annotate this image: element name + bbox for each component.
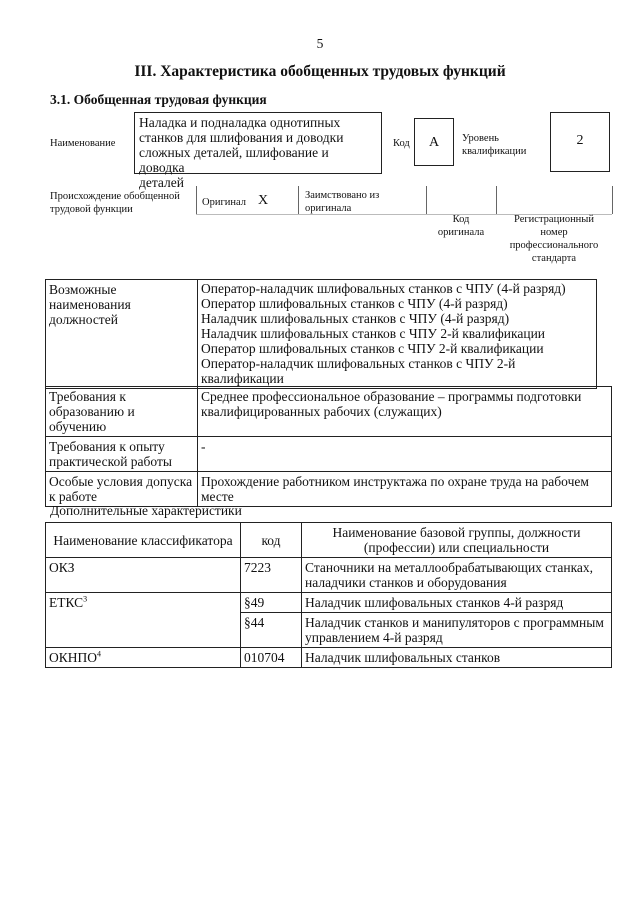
position-item: Оператор-наладчик шлифовальных станков с ЧПУ 2-й квалификации: [201, 356, 516, 386]
classifier-code: 010704: [244, 650, 285, 665]
position-item: Наладчик шлифовальных станков с ЧПУ (4-й разряд): [201, 311, 510, 326]
origin-divider: [196, 186, 197, 214]
classifier-desc: Наладчик станков и манипуляторов с программным управлением 4-й разряд: [305, 615, 604, 645]
borrowed-label: Заимствовано из оригинала: [305, 190, 380, 214]
classifier-table: [45, 522, 612, 668]
column-header: код: [261, 532, 281, 548]
subsection-title: 3.1. Обобщенная трудовая функция: [50, 92, 267, 107]
requirement-label: Требования к опыту практической работы: [49, 439, 172, 469]
code-value: А: [428, 135, 440, 150]
code-box: [414, 118, 454, 166]
requirement-label: Особые условия допуска к работе: [49, 474, 193, 504]
requirement-value: Прохождение работником инструктажа по охране труда на рабочем месте: [201, 474, 589, 504]
column-header: Наименование базовой группы, должности (профессии) или специальности: [332, 525, 581, 555]
classifier-name: ОКЗ: [49, 560, 75, 575]
classifier-desc: Наладчик шлифовальных станков 4-й разряд: [305, 595, 564, 610]
positions-label-cell: [46, 280, 198, 389]
level-box: [550, 112, 610, 172]
origin-divider: [298, 186, 299, 214]
table-row: [46, 472, 612, 507]
table-row: [46, 648, 612, 668]
classifier-desc: Наладчик шлифовальных станков: [305, 650, 501, 665]
requirement-value: -: [201, 439, 206, 454]
requirements-table: [45, 386, 612, 507]
name-label: Наименование: [50, 138, 116, 149]
position-item: Оператор шлифовальных станков с ЧПУ (4-й разряд): [201, 296, 508, 311]
origin-label: Происхождение обобщенной трудовой функции: [50, 191, 180, 215]
positions-label: Возможные наименования должностей: [49, 282, 131, 327]
classifier-code: §44: [244, 615, 265, 630]
name-value: Наладка и подналадка однотипных станков для шлифования и доводки сложных деталей, шлифование и доводка деталей: [139, 115, 344, 190]
section-title: III. Характеристика обобщенных трудовых функций: [134, 63, 506, 80]
reg-number-label: Регистрационный номер профессионального стандарта: [509, 214, 599, 264]
page-number: 5: [316, 36, 324, 51]
table-row: [46, 437, 612, 472]
classifier-code: §49: [244, 595, 265, 610]
origin-divider: [496, 186, 497, 214]
position-item: Оператор-наладчик шлифовальных станков с ЧПУ (4-й разряд): [201, 281, 566, 296]
table-row: [46, 387, 612, 437]
table-header-row: [46, 523, 612, 558]
additional-title: Дополнительные характеристики: [50, 503, 242, 518]
positions-table: [45, 279, 597, 389]
requirement-value: Среднее профессиональное образование – программы подготовки квалифицированных рабочих (служащих): [201, 389, 582, 419]
origin-divider: [426, 186, 427, 214]
classifier-code: 7223: [244, 560, 271, 575]
positions-list: [198, 280, 597, 389]
level-value: 2: [576, 133, 584, 148]
position-item: Наладчик шлифовальных станков с ЧПУ 2-й квалификации: [201, 326, 546, 341]
table-row: [46, 558, 612, 593]
code-original-label: Код оригинала: [437, 214, 485, 238]
original-label: Оригинал: [202, 197, 246, 208]
origin-divider: [612, 186, 613, 214]
code-label: Код: [393, 138, 410, 149]
position-item: Оператор шлифовальных станков с ЧПУ 2-й квалификации: [201, 341, 544, 356]
requirement-label: Требования к образованию и обучению: [49, 389, 135, 434]
level-label: Уровень квалификации: [462, 133, 527, 157]
classifier-name: ЕТКС: [49, 595, 84, 610]
classifier-name: ОКНПО: [49, 650, 98, 665]
table-row: [46, 593, 612, 613]
classifier-desc: Станочники на металлообрабатывающих станках, наладчики станков и оборудования: [305, 560, 594, 590]
original-mark: X: [258, 193, 269, 208]
footnote-marker: 3: [83, 594, 88, 604]
name-box: [134, 112, 382, 190]
footnote-marker: 4: [97, 649, 102, 659]
column-header: Наименование классификатора: [53, 532, 233, 548]
